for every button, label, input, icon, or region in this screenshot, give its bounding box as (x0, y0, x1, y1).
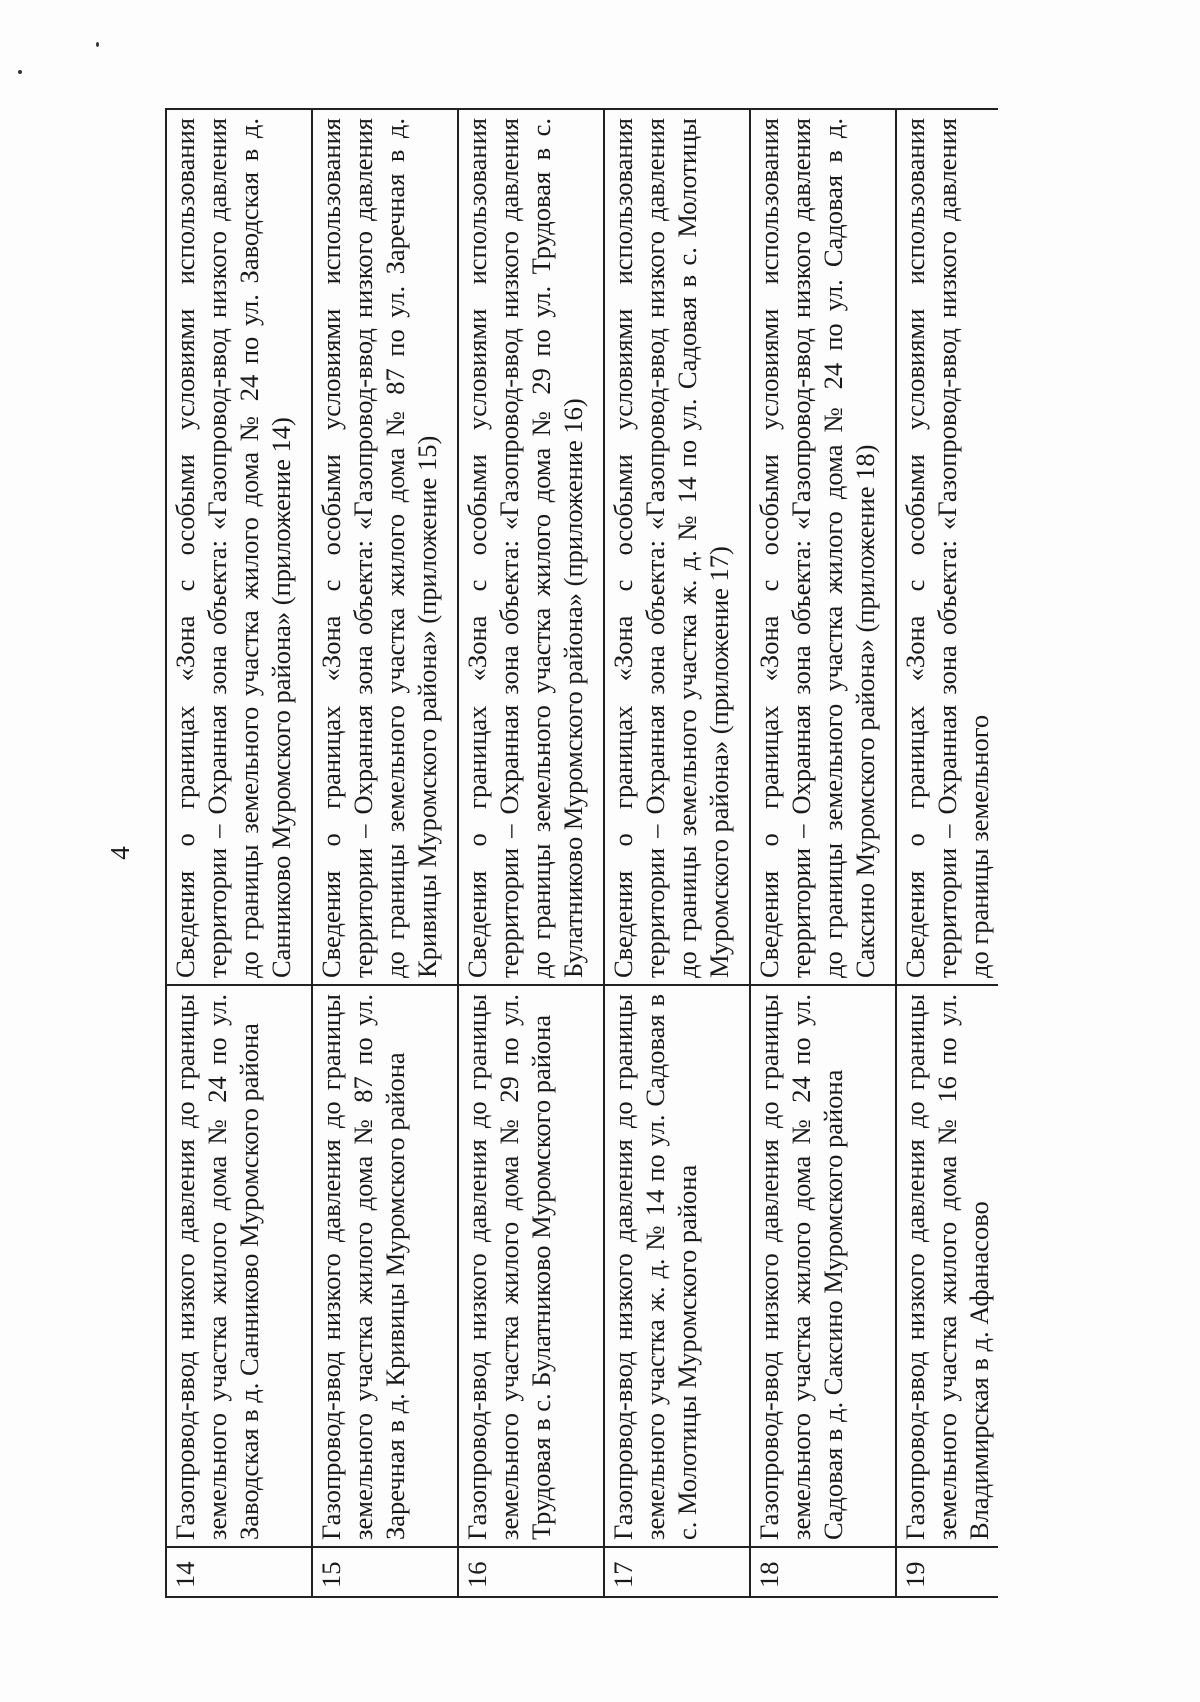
table-row (458, 109, 604, 1597)
gas-pipeline-table (165, 108, 998, 1598)
row-number: 14 (166, 1547, 312, 1597)
table-row (604, 109, 750, 1597)
table-row (750, 109, 896, 1597)
table-row (896, 109, 998, 1597)
rotated-page-content (105, 108, 1045, 1598)
page-number: 4 (105, 846, 135, 860)
row-number: 17 (604, 1547, 750, 1597)
boundary-info-cell: Сведения о границах «Зона с особыми условиями использования территории – Охранная зона объекта: «Газопровод-ввод низкого давления до границы земельного участка ж. д. № 14 по ул. Садовая в с. Молотицы Муромского района» (приложение 17) (604, 109, 750, 985)
scan-speck (18, 70, 22, 74)
object-name-cell: Газопровод-ввод низкого давления до границы земельного участка ж. д. № 14 по ул. Садовая в с. Молотицы Муромского района (604, 985, 750, 1547)
boundary-info-cell: Сведения о границах «Зона с особыми условиями использования территории – Охранная зона объекта: «Газопровод-ввод низкого давления до границы земельного участка жилого дома № 29 по ул. Трудовая в с. Булатниково Муромского района» (приложение 16) (458, 109, 604, 985)
object-name-cell: Газопровод-ввод низкого давления до границы земельного участка жилого дома № 16 по ул. Владимирская в д. Афанасово (896, 985, 998, 1547)
boundary-info-cell: Сведения о границах «Зона с особыми условиями использования территории – Охранная зона объекта: «Газопровод-ввод низкого давления до границы земельного участка жилого дома № 24 по ул. Садовая в д. Саксино Муромского района» (приложение 18) (750, 109, 896, 985)
row-number: 19 (896, 1547, 998, 1597)
object-name-cell: Газопровод-ввод низкого давления до границы земельного участка жилого дома № 24 по ул. Садовая в д. Саксино Муромского района (750, 985, 896, 1547)
boundary-info-cell: Сведения о границах «Зона с особыми условиями использования территории – Охранная зона объекта: «Газопровод-ввод низкого давления до границы земельного (896, 109, 998, 985)
object-name-cell: Газопровод-ввод низкого давления до границы земельного участка жилого дома № 87 по ул. Заречная в д. Кривицы Муромского района (312, 985, 458, 1547)
object-name-cell: Газопровод-ввод низкого давления до границы земельного участка жилого дома № 29 по ул. Трудовая в с. Булатниково Муромского района (458, 985, 604, 1547)
row-number: 15 (312, 1547, 458, 1597)
boundary-info-cell: Сведения о границах «Зона с особыми условиями использования территории – Охранная зона объекта: «Газопровод-ввод низкого давления до границы земельного участка жилого дома № 24 по ул. Заводская в д. Санниково Муромского района» (приложение 14) (166, 109, 312, 985)
row-number: 16 (458, 1547, 604, 1597)
table-row (166, 109, 312, 1597)
row-number: 18 (750, 1547, 896, 1597)
scan-speck (96, 42, 99, 47)
boundary-info-cell: Сведения о границах «Зона с особыми условиями использования территории – Охранная зона объекта: «Газопровод-ввод низкого давления до границы земельного участка жилого дома № 87 по ул. Заречная в д. Кривицы Муромского района» (приложение 15) (312, 109, 458, 985)
table-row (312, 109, 458, 1597)
object-name-cell: Газопровод-ввод низкого давления до границы земельного участка жилого дома № 24 по ул. Заводская в д. Санниково Муромского района (166, 985, 312, 1547)
